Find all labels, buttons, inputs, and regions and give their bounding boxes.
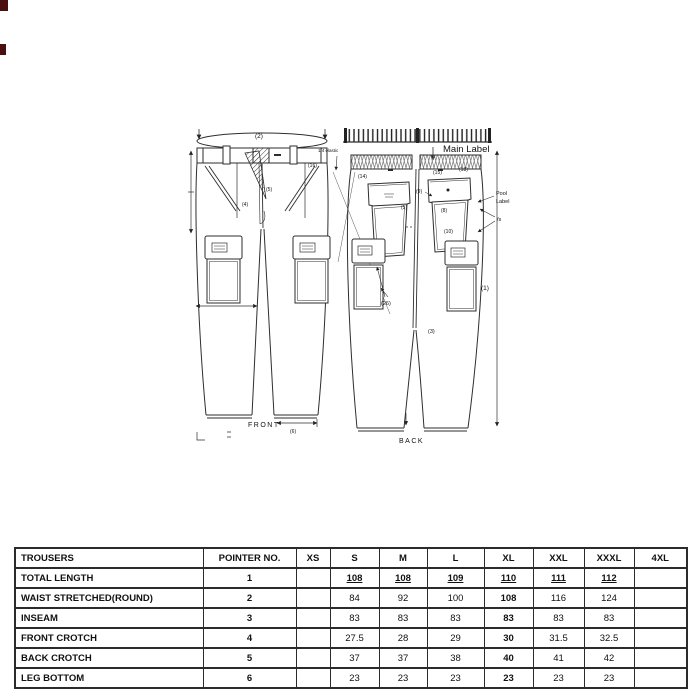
size-spec-table	[14, 547, 688, 689]
value-xxl: 23	[533, 668, 584, 688]
pocket-pointer-9: (9)	[416, 189, 423, 195]
side-pocket-left	[205, 166, 240, 211]
table-row-waist-stretched	[15, 588, 687, 608]
strip-post	[488, 128, 491, 143]
tick-marks	[227, 432, 231, 437]
value-l: 109	[427, 568, 484, 588]
value-l: 38	[427, 648, 484, 668]
outer-seam-left	[196, 163, 206, 415]
flap-button	[447, 189, 450, 192]
corner-mark	[197, 432, 205, 440]
value-xxl: 41	[533, 648, 584, 668]
pocket-label-text-2: Label	[496, 199, 510, 205]
front-fly-lower-pointer: (4)	[242, 202, 249, 208]
front-side-pointer: (16)	[308, 163, 317, 169]
row-label: INSEAM	[15, 608, 203, 628]
value-xxl: 83	[533, 608, 584, 628]
value-s: 83	[330, 608, 379, 628]
value-xxxl: 32.5	[584, 628, 634, 648]
pointer-no: 5	[203, 648, 296, 668]
elastic-band-left	[351, 155, 412, 169]
cargo-flap-right	[293, 236, 330, 259]
cargo-flap-left	[205, 236, 242, 259]
value-xs	[296, 668, 330, 688]
value-s: 84	[330, 588, 379, 608]
strip-post	[344, 128, 347, 143]
value-xl: 30	[484, 628, 533, 648]
table-row-front-crotch	[15, 628, 687, 648]
back-cargo-body-right	[447, 267, 476, 311]
back-cargo-flap-left	[352, 239, 385, 263]
value-s: 23	[330, 668, 379, 688]
pointer-no: 1	[203, 568, 296, 588]
value-xs	[296, 588, 330, 608]
value-xl: 110	[484, 568, 533, 588]
main-label-text: Main Label	[443, 144, 490, 155]
value-xs	[296, 608, 330, 628]
table-row-total-length	[15, 568, 687, 588]
value-m: 23	[379, 668, 427, 688]
inseam-left	[252, 229, 261, 415]
fly-seam	[262, 163, 263, 228]
value-xl: 83	[484, 608, 533, 628]
cargo-body-right	[295, 259, 328, 303]
cargo-pocket-pointer: (26)	[381, 301, 391, 307]
value-l: 29	[427, 628, 484, 648]
value-s: 37	[330, 648, 379, 668]
value-4xl	[634, 648, 687, 668]
value-xs	[296, 628, 330, 648]
table-row-inseam	[15, 608, 687, 628]
value-4xl	[634, 568, 687, 588]
row-label: LEG BOTTOM	[15, 668, 203, 688]
value-m: 83	[379, 608, 427, 628]
value-xl: 40	[484, 648, 533, 668]
bartack-arrow	[478, 221, 495, 232]
cargo-body-left	[207, 259, 240, 303]
back-inseam-left	[404, 330, 414, 428]
value-xxxl: 23	[584, 668, 634, 688]
belt-loop	[223, 146, 230, 164]
col-header-s: S	[330, 548, 379, 568]
table-row-leg-bottom	[15, 668, 687, 688]
table-row-back-crotch	[15, 648, 687, 668]
side-pocket-right	[285, 166, 319, 211]
hem-right-leg	[274, 415, 318, 418]
value-m: 37	[379, 648, 427, 668]
value-m: 108	[379, 568, 427, 588]
pocket-pointer-15: (15)	[433, 170, 442, 176]
value-s: 27.5	[330, 628, 379, 648]
inseam-right	[264, 229, 274, 415]
col-header-xxxl: XXXL	[584, 548, 634, 568]
value-xxxl: 124	[584, 588, 634, 608]
value-xxxl: 83	[584, 608, 634, 628]
value-4xl	[634, 608, 687, 628]
col-header-pointer-no: POINTER NO.	[203, 548, 296, 568]
value-4xl	[634, 668, 687, 688]
col-header-xxl: XXL	[533, 548, 584, 568]
value-xxxl: 112	[584, 568, 634, 588]
bartack-label: /s	[497, 217, 502, 223]
strip-post	[416, 128, 419, 143]
front-fly-upper-pointer: (5)	[266, 187, 273, 193]
value-m: 28	[379, 628, 427, 648]
pocket-label-arrow	[478, 196, 494, 202]
front-waist-pointer: (2)	[255, 133, 263, 140]
back-hem-right-leg	[424, 428, 468, 431]
bartack-arrow	[480, 209, 495, 217]
row-label: FRONT CROTCH	[15, 628, 203, 648]
back-hem-left-leg	[357, 428, 404, 431]
row-label: WAIST STRETCHED(ROUND)	[15, 588, 203, 608]
back-caption: BACK	[399, 438, 425, 445]
value-xxl: 31.5	[533, 628, 584, 648]
pocket-pointer-14: (14)	[358, 174, 367, 180]
col-header-4xl: 4XL	[634, 548, 687, 568]
front-leg-bottom-pointer: (6)	[290, 429, 297, 435]
back-cargo-body-left	[354, 265, 383, 309]
back-inseam-right	[416, 330, 424, 428]
pointer-no: 6	[203, 668, 296, 688]
row-label: TOTAL LENGTH	[15, 568, 203, 588]
pocket-pointer-8: (8)	[441, 208, 448, 214]
value-l: 100	[427, 588, 484, 608]
value-l: 23	[427, 668, 484, 688]
value-xs	[296, 648, 330, 668]
value-s: 108	[330, 568, 379, 588]
pointer-no: 4	[203, 628, 296, 648]
value-xxxl: 42	[584, 648, 634, 668]
value-xxl: 116	[533, 588, 584, 608]
elastic-note-arrow	[336, 156, 337, 170]
back-cargo-flap-right	[445, 241, 478, 265]
value-xs	[296, 568, 330, 588]
col-header-l: L	[427, 548, 484, 568]
col-header-xs: XS	[296, 548, 330, 568]
value-m: 92	[379, 588, 427, 608]
pocket-pointer-10: (10)	[444, 229, 453, 235]
table-header-row	[15, 548, 687, 568]
pocket-pointer-18: (18)	[459, 167, 468, 173]
value-4xl	[634, 588, 687, 608]
front-caption: FRONT	[248, 422, 280, 429]
pointer-no: 2	[203, 588, 296, 608]
elastic-note-text: 1/4 elastic	[318, 148, 339, 153]
value-xxl: 111	[533, 568, 584, 588]
belt-loop	[290, 146, 297, 164]
value-xl: 108	[484, 588, 533, 608]
col-header-m: M	[379, 548, 427, 568]
hem-left-leg	[206, 415, 252, 418]
total-length-pointer: (1)	[481, 285, 489, 292]
pointer-no: 3	[203, 608, 296, 628]
inseam-pointer: (3)	[428, 329, 435, 335]
row-label: BACK CROTCH	[15, 648, 203, 668]
col-header-xl: XL	[484, 548, 533, 568]
elastic-band-right	[420, 155, 481, 169]
back-crotch-pointer: (5)	[401, 205, 408, 211]
value-4xl	[634, 628, 687, 648]
value-l: 83	[427, 608, 484, 628]
pocket-label-text-1: Pool	[496, 191, 508, 197]
col-header-trousers: TROUSERS	[15, 548, 203, 568]
value-xl: 23	[484, 668, 533, 688]
